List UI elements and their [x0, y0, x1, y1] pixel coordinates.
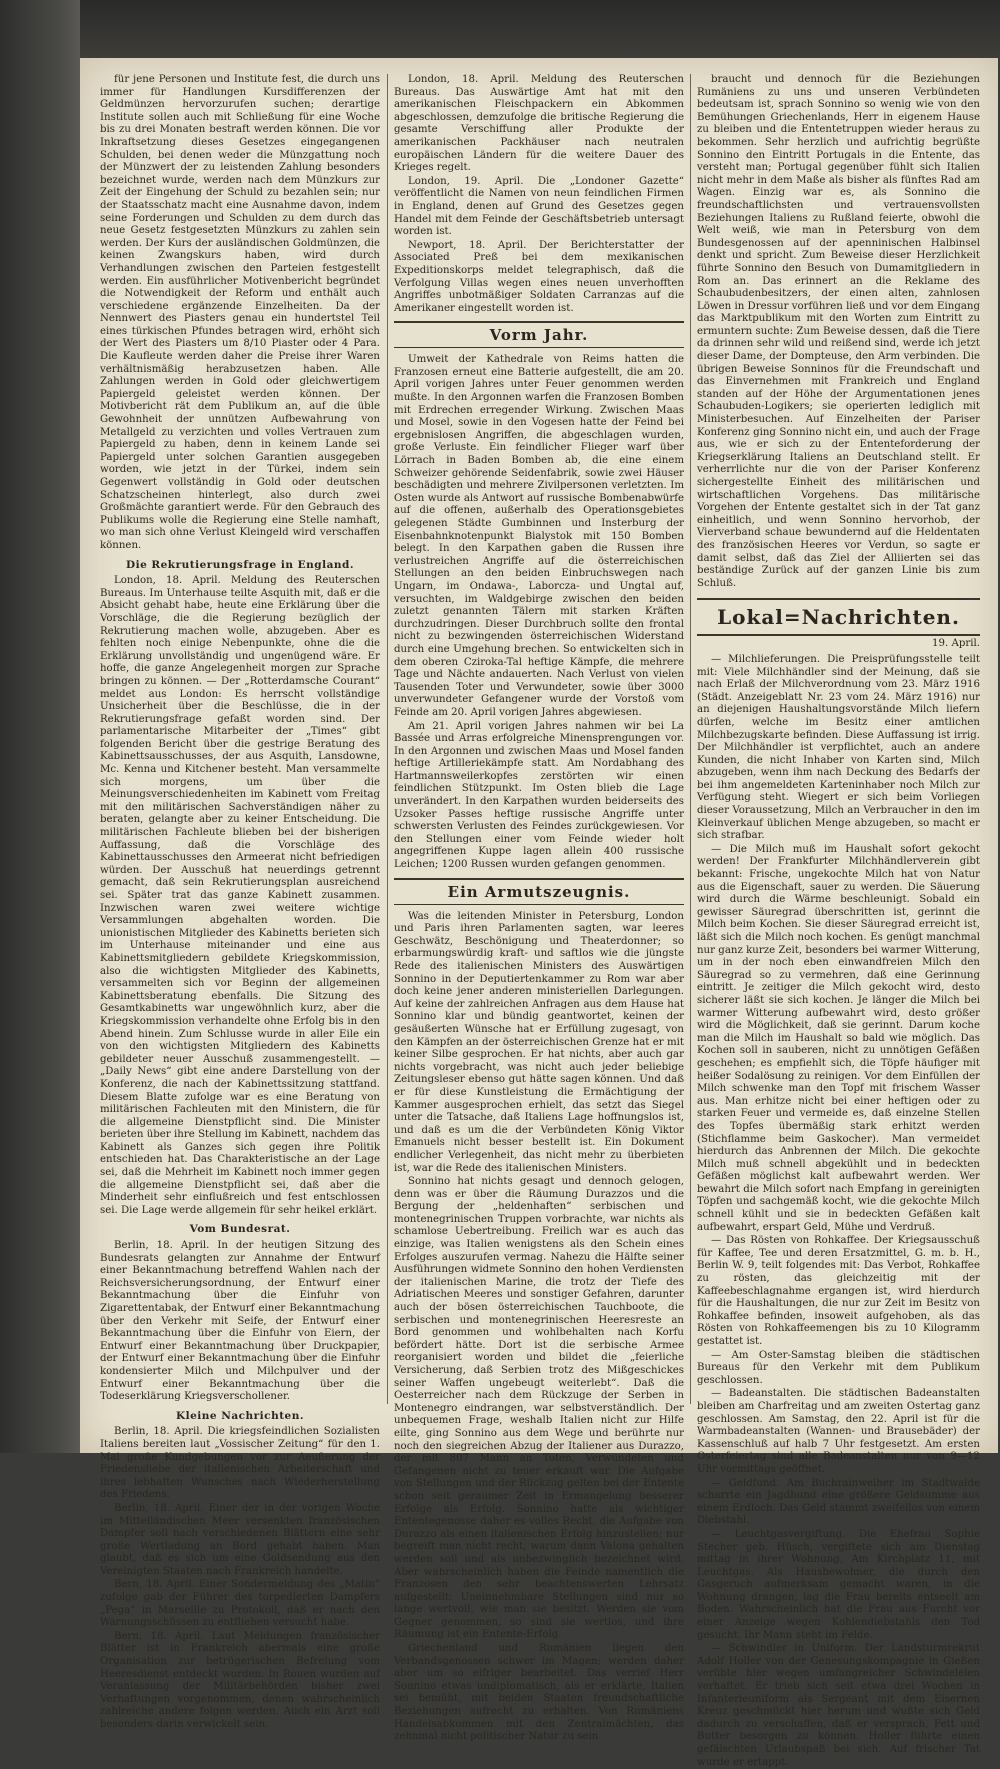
article-paragraph: — Leuchtgasvergiftung. Die Ehefrau Sophie Stecher geb. Hüsch, vergiftete sich am Dienstag mittag in ihrer Wohnung, Am Kirchplatz 11, mit Leuchtgas. Als Hausbewohner, die durch den Gasgeruch aufmerksam gemacht waren, in die Wohnung drangen, lag die Frau bereits entseelt am Boden. Wahrscheinlich hat die Frau aus Furcht vor einer Anzeige wegen Kohlendiebstahls den Tod gesucht. Ihr Mann steht im Felde. [697, 1528, 980, 1641]
article-paragraph: Bern, 18. April. Laut Meldungen französischer Blätter ist in Frankreich abermals eine große Organisation zur betrügerischen Befreiung vom Heeresdienst entdeckt worden. In Rouen wurden auf Veranlassung der Militärbehörden bisher zwei Verhaftungen vorgenommen, denen wahrscheinlich zahlreiche andere folgen werden. Auch ein Arzt soll besonders darin verwickelt sein. [100, 1630, 380, 1730]
local-news-heading: Lokal=Nachrichten. [697, 598, 980, 636]
section-heading: Kleine Nachrichten. [175, 1409, 305, 1422]
column-rule [387, 74, 388, 1404]
article-paragraph: Griechenland und Rumänien liegen den Verbandsgenossen schwer im Magen; werden daher aber um so eifriger bearbeitet. Das verrief Herr Sonnino etwas undiplomatisch, als er erklärte, Italien sei bemüht, mit beiden Staaten freundschaftliche Beziehungen aufrecht zu erhalten. Von Rumäniens Handelsabkommen mit den Zentralmächten, das zehnmal nicht politischer Natur zu sein [394, 1643, 684, 1743]
article-paragraph: Am 21. April vorigen Jahres nahmen wir bei La Bassée und Arras erfolgreiche Minensprengungen vor. In den Argonnen und zwischen Maas und Mosel fanden heftige Artilleriekämpfe statt. Am Nordabhang des Hartmannsweilerkopfes zerstörten wir einen feindlichen Stützpunkt. Im Osten blieb die Lage unverändert. In den Karpathen wurden beiderseits des Uzsoker Passes heftige russische Angriffe unter schwersten Verlusten des Feindes zurückgewiesen. Vor den Stellungen einer vom Feinde wieder holt angegriffenen Kuppe lagen allein 400 russische Leichen; 1200 Russen wurden gefangen genommen. [394, 720, 684, 871]
article-paragraph: Sonnino hat nichts gesagt und dennoch gelogen, denn was er über die Räumung Durazzos und die Bergung der „heldenhaften“ serbischen und montenegrinischen Truppen vorbrachte, war nichts als schamlose Uebertreibung. Freilich war es auch das einzige, was Italien wenigstens als den Schein eines Erfolges auszurufen vermag. Nahezu die Hälfte seiner Ausführungen widmete Sonnino den hohen Verdiensten der italienischen Marine, die trotz der Tiefe des Adriatischen Meeres und sonstiger Gefahren, darunter auch der bösen österreichischen Tauchboote, die serbischen und montenegrinischen Heeresreste an Bord genommen und wohlbehalten nach Korfu befördert hätte. Dort ist die serbische Armee reorganisiert worden und bildet die „feierliche Versicherung, daß Serbien trotz des Mißgeschickes seiner Waffen ungebeugt weiterlebt“. Daß die Oesterreicher nach dem Rückzuge der Serben in Montenegro eindrangen, war selbstverständlich. Der unbequemen Frage, weshalb Italien nicht zur Hilfe eilte, ging Sonnino aus dem Wege und berührte nur noch den siegreichen Abzug der Italiener aus Durazzo, der mit 807 Mann an Toten, Verwundeten und Gefangenen nicht zu teuer erkauft war. Die Aufgabe von Stellungen und der Rückzug gelten bei der Entente schon seit geraumer Zeit in Ermangelung besserer Erfolge als Erfolg. Sonnino hatte als wichtiger Ententegenosse daher es volles Recht, die Aufgabe von Durazzo als einen italienischen Erfolg hinzustellen; nur begreift man nicht recht, warum dann Valona gehalten werden soll und als unbezwinglich bezeichnet wird. Aber wahrscheinlich haben die Feinde namentlich die Franzosen den sehr beachtenswerten Lehrsatz aufgestellt: Uneinnehmbare Stellungen sind nur so lange wertvoll, wie man sie besitzt. Werden sie vom Gegner genommen, so sind sie wertlos, und ihre Räumung ist ein Entente-Erfolg. [394, 1176, 684, 1641]
article-paragraph: für jene Personen und Institute fest, die durch uns immer für Handlungen Kursdifferenzen der Geldmünzen hervorzurufen suchen; derartige Institute sollen auch mit Schließung für eine Woche bis zu drei Monaten bestraft werden können. Die vor Inkraftsetzung dieses Gesetzes eingegangenen Schulden, bei denen weder die Münzgattung noch der Münzwert der zu leistenden Zahlung besonders bezeichnet wurde, werden nach dem Münzkurs zur Zeit der Eingehung der Schuld zu bezahlen sein; nur der Staatsschatz macht eine Ausnahme davon, indem seine Forderungen und Schulden zu dem durch das neue Gesetz festgesetzten Münzkurs zu zahlen sein werden. Der Kurs der ausländischen Goldmünzen, die keinen Zwangskurs haben, wird durch Verhandlungen zwischen den Parteien festgestellt werden. Ein ausführlicher Motivenbericht begründet die Notwendigkeit der Reform und enthält auch verschiedene ergänzende Einzelheiten. Da der Nennwert des Piasters genau ein hundertstel Teil eines türkischen Pfundes betragen wird, erhöht sich der Wert des Piasters um 8/10 Piaster oder 4 Para. Die Kaufleute werden daher die Preise ihrer Waren verhältnismäßig herabzusetzen haben. Alle Zahlungen werden in Gold oder gleichwertigem Papiergeld geleistet werden können. Der Motivbericht rät dem Publikum an, auf die üble Gewohnheit der unnützen Aufbewahrung von Metallgeld zu verzichten und volles Vertrauen zum Papiergeld zu haben, denn in keinem Lande sei Papiergeld unter solchen Garantien ausgegeben worden, wie jetzt in der Türkei, indem sein Gegenwert vollständig in Gold oder deutschen Schatzscheinen hinterlegt, also durch zwei Großmächte garantiert werde. Für den Gebrauch des Publikums wolle die Regierung eine Stelle namhaft, wo man sich ohne Verlust Kleingeld wird verschaffen können. [100, 74, 380, 551]
article-paragraph: Bern, 18. April. Einer Sondermeldung des „Matin“ zufolge gab der Führer des torpedierten Dampfers „Pega“ in Marseille zu Protokoll, daß er nach den Warnungsschüssen zu entfliehen versucht habe. [100, 1579, 380, 1629]
article-paragraph: Berlin, 18. April. Einer der in der vorigen Woche im Mittelländischen Meer versenkten französischen Dampfer soll nach verschiedenen Blättern eine sehr große Wertladung an Bord gehabt haben. Man glaubt, daß es sich um eine Goldsendung aus den Vereinigten Staaten nach Frankreich handelte. [100, 1502, 380, 1577]
article-paragraph: Newport, 18. April. Der Berichterstatter der Associated Preß bei dem mexikanischen Expeditionskorps meldet telegraphisch, daß die Verfolgung Villas wegen eines neuen unverhofften Angriffes unbotmäßiger Soldaten Carranzas auf die Amerikaner eingestellt worden ist. [394, 239, 684, 314]
article-paragraph: Umweit der Kathedrale von Reims hatten die Franzosen erneut eine Batterie aufgestellt, die am 20. April vorigen Jahres unter Feuer genommen werden mußte. In den Argonnen warfen die Franzosen Bomben mit Erdrechen erregender Wirkung. Zwischen Maas und Mosel, sowie in den Vogesen hatte der Feind bei ergebnislosen Angriffen, die abgeschlagen wurden, große Verluste. Ein feindlicher Flieger warf über Lörrach in Baden Bomben ab, die eine einem Schweizer gehörende Seidenfabrik, sowie zwei Häuser beschädigten und mehrere Zivilpersonen verletzten. Im Osten wurde als Antwort auf russische Bombenabwürfe auf die offenen, außerhalb des Operationsgebietes gelegenen Städte Gumbinnen und Insterburg der Eisenbahnknotenpunkt Bialystok mit 150 Bomben belegt. In den Karpathen gaben die Russen ihre verlustreichen Angriffe auf die österreichischen Stellungen an den beiden Einbruchswegen nach Ungarn, im Ondawa-, Laborcza- und Ungtal auf, versuchten, im Waldgebirge zwischen den beiden zuletzt genannten Tälern mit starken Kräften durchzudringen. Dieser Durchbruch sollte den frontal nicht zu bezwingenden österreichischen Widerstand durch eine Umgehung brechen. So entwickelten sich in dem oberen Cziroka-Tal heftige Kämpfe, die mehrere Tage und Nächte andauerten. Nach Verlust von vielen Tausenden Toter und Verwundeter, sowie über 3000 unverwundeter Gefangener wurde der Vorstoß vom Feinde am 20. April vorigen Jahres abgewiesen. [394, 354, 684, 718]
column-1 [100, 74, 380, 1730]
section-heading-boxed: Vorm Jahr. [394, 321, 684, 348]
article-paragraph: Berlin, 18. April. Die kriegsfeindlichen Sozialisten Italiens bereiten laut „Vossischer Zeitung“ für den 1. Mai große Kundgebungen vor zur Aeußerung der Friedensliebe der italienischen Arbeiterschaft und ihres lebhaften Wunsches nach Wiederherstellung des Friedens. [100, 1426, 380, 1501]
article-paragraph: Was die leitenden Minister in Petersburg, London und Paris ihren Parlamenten sagten, war leeres Geschwätz, Beschönigung und Theaterdonner; so erbarmungswürdig kraft- und saftlos wie die jüngste Rede des italienischen Ministers des Auswärtigen Sonnino in der Deputiertenkammer zu Rom war aber doch keine jener anderen ministeriellen Darlegungen. Auf keine der zahlreichen Anfragen aus dem Hause hat Sonnino klar und bündig geantwortet, keinen der gesäußerten Wünsche hat er Erfüllung zugesagt, von den Kämpfen an der österreichischen Grenze hat er mit keiner Silbe gesprochen. Er hat nichts, aber auch gar nichts vorgebracht, was nicht auch jeder beliebige Zeitungsleser ebenso gut hätte sagen können. Und daß er für diese Kunstleistung die Ermächtigung der Kammer ausgesprochen erhielt, das setzt das Siegel unter die Tatsache, daß Italiens Lage hoffnungslos ist, und daß es um die der Verbündeten König Viktor Emanuels nicht besser bestellt ist. Ein Dokument endlicher Verlegenheit, das nicht mehr zu überbieten ist, war die Rede des italienischen Ministers. [394, 910, 684, 1174]
dateline: 19. April. [932, 638, 980, 650]
column-2 [394, 74, 684, 1743]
article-paragraph: — Badeanstalten. Die städtischen Badeanstalten bleiben am Charfreitag und am zweiten Ostertag ganz geschlossen. Am Samstag, den 22. April ist für die Warmbadeanstalten (Wannen- und Brausebäder) der Kassenschluß auf halb 7 Uhr festgesetzt. Am ersten Osterfeiertag sind alle Badeanstalten nur von 9—12 Uhr vormittags geöffnet. [697, 1388, 980, 1475]
article-paragraph: — Schwindler in Uniform. Der Landsturmrekrut Adolf Holler von der Genesungskompagnie in Gießen verübte hier wegen umfangreicher Schwindeleien verhaftet. Er trieb sich seit etwa drei Wochen in Infanterieuniform als Sergeant mit dem Eisernen Kreuz geschmückt hier herum und wußte sich Geld dadurch zu verschaffen, daß er versprach, Fett und Butter besorgen zu können. Holler führte einen gefälschten Urlaubspaß bei sich. Auf frischer Tat wurde er ertappt. [697, 1643, 980, 1768]
article-paragraph: — Milchlieferungen. Die Preisprüfungsstelle teilt mit: Viele Milchhändler sind der Meinung, daß sie nach Erlaß der Milchverordnung vom 23. März 1916 (Städt. Anzeigeblatt Nr. 23 vom 24. März 1916) nur an diejenigen Haushaltungsvorstände Milch liefern dürfen, welche im Besitz einer amtlichen Milchbezugskarte befinden. Diese Auffassung ist irrig. Der Milchhändler ist verpflichtet, auch an andere Kunden, die nicht Inhaber von Karten sind, Milch abzugeben, wenn ihm nach Deckung des Bedarfs der bei ihm angemeldeten Karteninhaber noch Milch zur Verfügung steht. Wiegert er sich beim Vorliegen dieser Voraussetzung, Milch an Verbraucher in den im Kleinverkauf üblichen Menge abzugeben, so macht er sich strafbar. [697, 653, 980, 842]
section-heading: Vom Bundesrat. [189, 1223, 291, 1236]
article-paragraph: — Die Milch muß im Haushalt sofort gekocht werden! Der Frankfurter Milchhändlerverein gibt bekannt: Frische, ungekochte Milch hat von Natur aus die Eigenschaft, sauer zu werden. Die Säuerung wird durch die Wärme beschleunigt. Sobald ein gewisser Säuregrad überschritten ist, gerinnt die Milch beim Kochen. Sie dieser Säuregrad erreicht ist, läßt sich die Milch noch kochen. Es genügt manchmal nur ganz kurze Zeit, besonders bei warmer Witterung, um in der noch eben einwandfreien Milch den Säuregrad so zu vermehren, daß eine Gerinnung eintritt. Je zeitiger die Milch gekocht wird, desto sicherer läßt sie sich kochen. Je länger die Milch bei warmer Witterung aufbewahrt wird, desto größer wird die Möglichkeit, daß sie gerinnt. Darum koche man die Milch im Haushalt so bald wie möglich. Das Kochen soll in sauberen, nicht zu unnötigen Gefäßen geschehen; es empfiehlt sich, die Töpfe häufiger mit heißer Sodalösung zu reinigen. Vor dem Einfüllen der Milch schwenke man den Topf mit frischem Wasser aus. Man erhitze nicht bei einer heftigen oder zu starken Feuer und vermeide es, daß einzelne Stellen des Topfes übermäßig stark erhitzt werden (Stichflamme beim Gaskocher). Man vermeidet hierdurch das Anbrennen der Milch. Die gekochte Milch muß schnell abgekühlt und in bedeckten Gefäßen möglichst kalt aufbewahrt werden. Wer bewahrt die Milch sofort nach Empfang in gereinigten Töpfen und sachgemäß kocht, wie die gekochte Milch schnell kühlt und sie in bedeckten Gefäßen kalt aufbewahrt, erspart Geld, Mühe und Verdruß. [697, 843, 980, 1233]
column-rule [690, 74, 691, 1404]
article-paragraph: — Geldfund. Am Buchrainweiher im Stadtwalde scharrte ein Jagdhund eine größere Geldsumme aus einem Erdloch. Das Geld stammt zweifellos von einem Diebstahl. [697, 1477, 980, 1527]
section-heading: Die Rekrutierungsfrage in England. [125, 558, 355, 571]
article-paragraph: London, 18. April. Meldung des Reuterschen Bureaus. Das Auswärtige Amt hat mit den amerikanischen Fleischpackern ein Abkommen abgeschlossen, demzufolge die britische Regierung die gesamte Verschiffung aller Produkte der amerikanischen Packhäuser nach neutralen europäischen Ländern für die weitere Dauer des Krieges regelt. [394, 74, 684, 174]
article-paragraph: — Am Oster-Samstag bleiben die städtischen Bureaus für den Verkehr mit dem Publikum geschlossen. [697, 1349, 980, 1386]
article-paragraph: braucht und dennoch für die Beziehungen Rumäniens zu uns und unseren Verbündeten bedeutsam ist, sprach Sonnino so wenig wie von den Bemühungen Griechenlands, Herr in eigenem Hause zu bleiben und die Ententetruppen wieder heraus zu bekommen. Sehr herzlich und aufrichtig begrüßte Sonnino den Eintritt Portugals in die Entente, das versteht man; Portugal gegenüber fühlt sich Italien nicht mehr in dem Maße als bisher als fünftes Rad am Wagen. Einzig war es, als Sonnino die freundschaftlichsten und vertrauensvollsten Beziehungen Italiens zu Rußland feierte, obwohl die Welt weiß, wie man in Petersburg von dem Bundesgenossen auf der apenninischen Halbinsel denkt und spricht. Zum Beweise dieser Herzlichkeit führte Sonnino den Besuch von Dumamitgliedern in Rom an. Das erinnert an die Reklame des Schaubudenbesitzers, der einen alten, zahnlosen Löwen in Dressur vorführen ließ und vor dem Eingang das Marktpublikum mit den Worten zum Eintritt zu ermuntern suchte: Zum Beweise dessen, daß die Tiere da drinnen sehr wild und reißend sind, werde ich jetzt dieser Dame, der Dompteuse, den Arm verbinden. Die übrigen Beweise Sonninos für die Freundschaft und das Einvernehmen mit Frankreich und England standen auf der Höhe der Argumentationen jenes Schaubuden-Logikers; sie operierten lediglich mit Ministerbesuchen. Auf Einzelheiten der Pariser Konferenz ging Sonnino nicht ein, und auch der Frage aus, wie er sich zu der Ententeforderung der Kriegserklärung Italiens an Deutschland stellt. Er verherrlichte nur die von der Pariser Konferenz sichergestellte Einheit des militärischen und wirtschaftlichen Vorgehens. Das militärische Vorgehen der Entente gestaltet sich in der Tat ganz einheitlich, und wenn Sonnino hervorhob, der Vierverband schaue bewundernd auf die Heldentaten des französischen Heeres vor Verdun, so sagte er damit selbst, daß das Ziel der Alliierten sei das beständige Zurück auf der ganzen Linie bis zum Schluß. [697, 74, 980, 589]
book-binding [0, 0, 80, 1453]
article-paragraph: — Das Rösten von Rohkaffee. Der Kriegsausschuß für Kaffee, Tee und deren Ersatzmittel, G. m. b. H., Berlin W. 9, teilt folgendes mit: Das Verbot, Rohkaffee zu rösten, das gleichzeitig mit der Kaffeebeschlagnahme ergangen ist, wird hierdurch für die Haushaltungen, die nur zur Zeit im Besitz von Rohkaffee befinden, insoweit aufgehoben, als das Rösten von Rohkaffeemengen bis zu 10 Kilogramm gestattet ist. [697, 1235, 980, 1347]
column-3 [697, 74, 980, 1768]
section-heading-boxed: Ein Armutszeugnis. [394, 878, 684, 905]
scan-top-edge [80, 0, 1000, 58]
article-paragraph: Berlin, 18. April. In der heutigen Sitzung des Bundesrats gelangten zur Annahme der Entwurf einer Bekanntmachung betreffend Wahlen nach der Reichsversicherungsordnung, der Entwurf einer Bekanntmachung über die Einfuhr von Zigarettentabak, der Entwurf einer Bekanntmachung über den Verkehr mit Seife, der Entwurf einer Bekanntmachung über die Einfuhr von Eiern, der Entwurf einer Bekanntmachung über Druckpapier, der Entwurf einer Bekanntmachung über die Einfuhr kondensierter Milch und Milchpulver und der Entwurf einer Bekanntmachung über die Todeserklärung Kriegsverschollener. [100, 1240, 380, 1403]
article-paragraph: London, 18. April. Meldung des Reuterschen Bureaus. Im Unterhause teilte Asquith mit, daß er die Absicht gehabt habe, heute eine Erklärung über die Vorschläge, die die Regierung bezüglich der Rekrutierung machen wolle, abzugeben. Aber es fehlten noch einige Nebenpunkte, ohne die die Erklärung unvollständig und ungenügend wäre. Er hoffe, die ganze Angelegenheit morgen zur Sprache bringen zu können. — Der „Rotterdamsche Courant“ meldet aus London: Es herrscht vollständige Unsicherheit über die Beschlüsse, die in der Rekrutierungsfrage gefaßt worden sind. Der parlamentarische Mitarbeiter der „Times“ gibt folgenden Bericht über die gestrige Beratung des Kabinettsausschusses, der aus Asquith, Lansdowne, Mc. Kenna und Kitchener besteht. Man versammelte sich morgens, um über die Meinungsverschiedenheiten im Kabinett vom Freitag mit den militärischen Sachverständigen näher zu beraten, gelangte aber zu keiner Entscheidung. Die militärischen Fachleute blieben bei der bisherigen Auffassung, daß die Vorschläge des Kabinettausschusses den Armeerat nicht befriedigen würden. Der Ausschuß hat neuerdings getrennt gemacht, daß sein Rekrutierungsplan ausreichend sei. Später trat das ganze Kabinett zusammen. Inzwischen waren zwei weitere wichtige Versammlungen abgehalten worden. Die unionistischen Mitglieder des Kabinetts berieten sich im Unterhause miteinander und eine aus Kabinettsmitgliedern gebildete Kriegskommission, also die wichtigsten Mitglieder des Kabinetts, versammelten sich vor Beginn der allgemeinen Kabinettsberatung ebenfalls. Die Sitzung des Gesamtkabinetts war ungewöhnlich kurz, aber die Kriegskommission verhandelte ohne Erfolg bis in den Abend hinein. Zum Schlusse wurde in aller Eile ein von den wichtigsten Mitgliedern des Kabinetts gebildeter neuer Ausschuß zusammengestellt. — „Daily News“ gibt eine andere Darstellung von der Konferenz, die nach der Kabinettssitzung stattfand. Diesem Blatte zufolge war es eine Beratung von militärischen Fachleuten mit den Ministern, die für die allgemeine Dienstpflicht sind. Die Minister berieten über ihre Stellung im Kabinett, nachdem das Kabinett als Ganzes sich gegen ihre Politik entschieden hat. Das Charakteristische an der Lage sei, daß die Mehrheit im Kabinett noch immer gegen die allgemeine Dienstpflicht sei, daß aber die Minderheit sehr einflußreich und fest entschlossen sei. Die Lage werde allgemein für sehr heikel erklärt. [100, 575, 380, 1216]
article-paragraph: London, 19. April. Die „Londoner Gazette“ veröffentlicht die Namen von neun feindlichen Firmen in England, denen auf Grund des Gesetzes gegen Handel mit dem Feinde der Geschäftsbetrieb untersagt worden ist. [394, 175, 684, 238]
